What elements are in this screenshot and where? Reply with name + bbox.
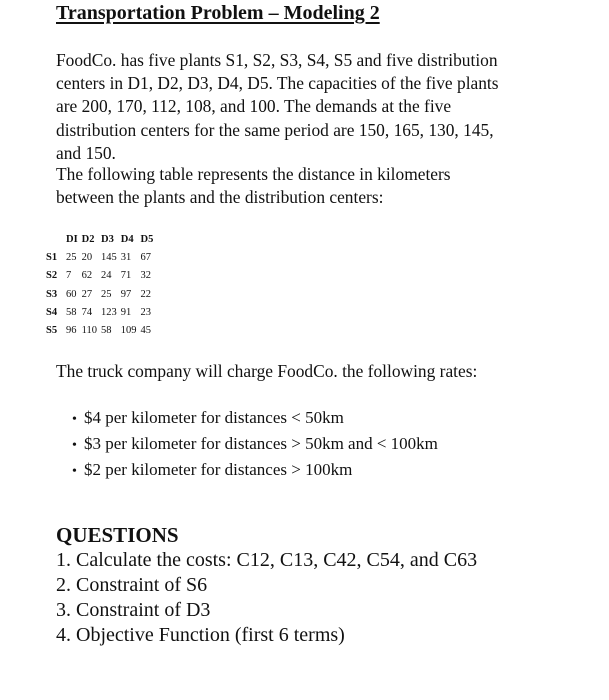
row-label: S3 — [46, 288, 58, 300]
table-cell: 58 — [66, 306, 77, 318]
column-header-d5: D5 — [140, 234, 154, 245]
table-cell: 123 — [101, 306, 117, 318]
table-cell: 58 — [101, 325, 112, 337]
table-row-s1 — [46, 249, 155, 267]
rates-list — [72, 406, 438, 484]
table-cell: 110 — [81, 325, 98, 337]
table-cell: 20 — [81, 252, 93, 264]
table-corner-cell — [46, 231, 64, 249]
rate-text: $3 per kilometer for distances > 50km and < 100km — [84, 434, 438, 453]
question-item: 3. Constraint of D3 — [56, 599, 211, 621]
questions-list — [56, 548, 477, 648]
description-line: and 150. — [56, 142, 116, 163]
column-header-d2: D2 — [81, 234, 95, 245]
table-row-s4 — [46, 304, 155, 322]
table-row-s5 — [46, 322, 155, 340]
table-cell: 62 — [81, 270, 93, 282]
table-intro-line: The following table represents the distance in kilometers — [56, 164, 451, 184]
rate-item — [72, 432, 438, 458]
table-cell: 25 — [101, 288, 112, 300]
table-cell: 45 — [140, 325, 152, 337]
table-introduction — [56, 163, 566, 209]
rates-introduction: The truck company will charge FoodCo. the following rates: — [56, 361, 478, 381]
table-cell: 145 — [101, 252, 117, 264]
rate-text: $4 per kilometer for distances < 50km — [84, 408, 344, 427]
table-header-row — [46, 231, 155, 249]
table-cell: 60 — [66, 288, 77, 300]
row-label: S5 — [46, 325, 58, 337]
question-item: 4. Objective Function (first 6 terms) — [56, 624, 345, 646]
description-line: FoodCo. has five plants S1, S2, S3, S4, S5 and five distribution — [56, 50, 498, 70]
description-line: centers in D1, D2, D3, D4, D5. The capacities of the five plants — [56, 73, 499, 94]
table-cell: 96 — [66, 325, 77, 337]
table-cell: 71 — [120, 270, 132, 282]
table-cell: 67 — [140, 252, 152, 264]
table-cell: 109 — [120, 325, 137, 337]
row-label: S2 — [46, 270, 58, 282]
row-label: S4 — [46, 306, 58, 318]
bullet-icon: • — [72, 438, 77, 453]
questions-section — [56, 522, 477, 648]
column-header-d4: D4 — [120, 234, 134, 245]
table-cell: 97 — [120, 288, 132, 300]
table-intro-line: between the plants and the distribution centers: — [56, 187, 384, 208]
problem-description — [56, 49, 566, 165]
description-line: distribution centers for the same period are 150, 165, 130, 145, — [56, 119, 494, 140]
page-title: Transportation Problem – Modeling 2 — [56, 2, 380, 24]
description-line: are 200, 170, 112, 108, and 100. The demands at the five — [56, 96, 452, 117]
table-cell: 23 — [140, 306, 152, 318]
table-cell: 24 — [101, 270, 112, 282]
table-cell: 91 — [120, 306, 132, 318]
column-header-d3: D3 — [101, 234, 114, 245]
column-header-d1: DI — [66, 234, 78, 245]
table-cell: 27 — [81, 288, 93, 300]
table-cell: 25 — [66, 252, 77, 264]
table-cell: 31 — [120, 252, 132, 264]
table-row-s3 — [46, 286, 155, 304]
question-item: 1. Calculate the costs: C12, C13, C42, C54, and C63 — [56, 549, 478, 571]
rate-item — [72, 406, 438, 432]
question-item: 2. Constraint of S6 — [56, 574, 208, 596]
rate-item — [72, 458, 438, 484]
rate-text: $2 per kilometer for distances > 100km — [84, 460, 353, 479]
bullet-icon: • — [72, 464, 77, 479]
table-cell: 74 — [81, 306, 93, 318]
table-cell: 32 — [140, 270, 152, 282]
distance-table — [46, 231, 155, 340]
table-cell: 22 — [140, 288, 152, 300]
row-label: S1 — [46, 252, 58, 264]
table-cell: 7 — [66, 270, 72, 282]
questions-heading: QUESTIONS — [56, 523, 179, 547]
table-row-s2 — [46, 267, 155, 285]
bullet-icon: • — [72, 412, 77, 427]
